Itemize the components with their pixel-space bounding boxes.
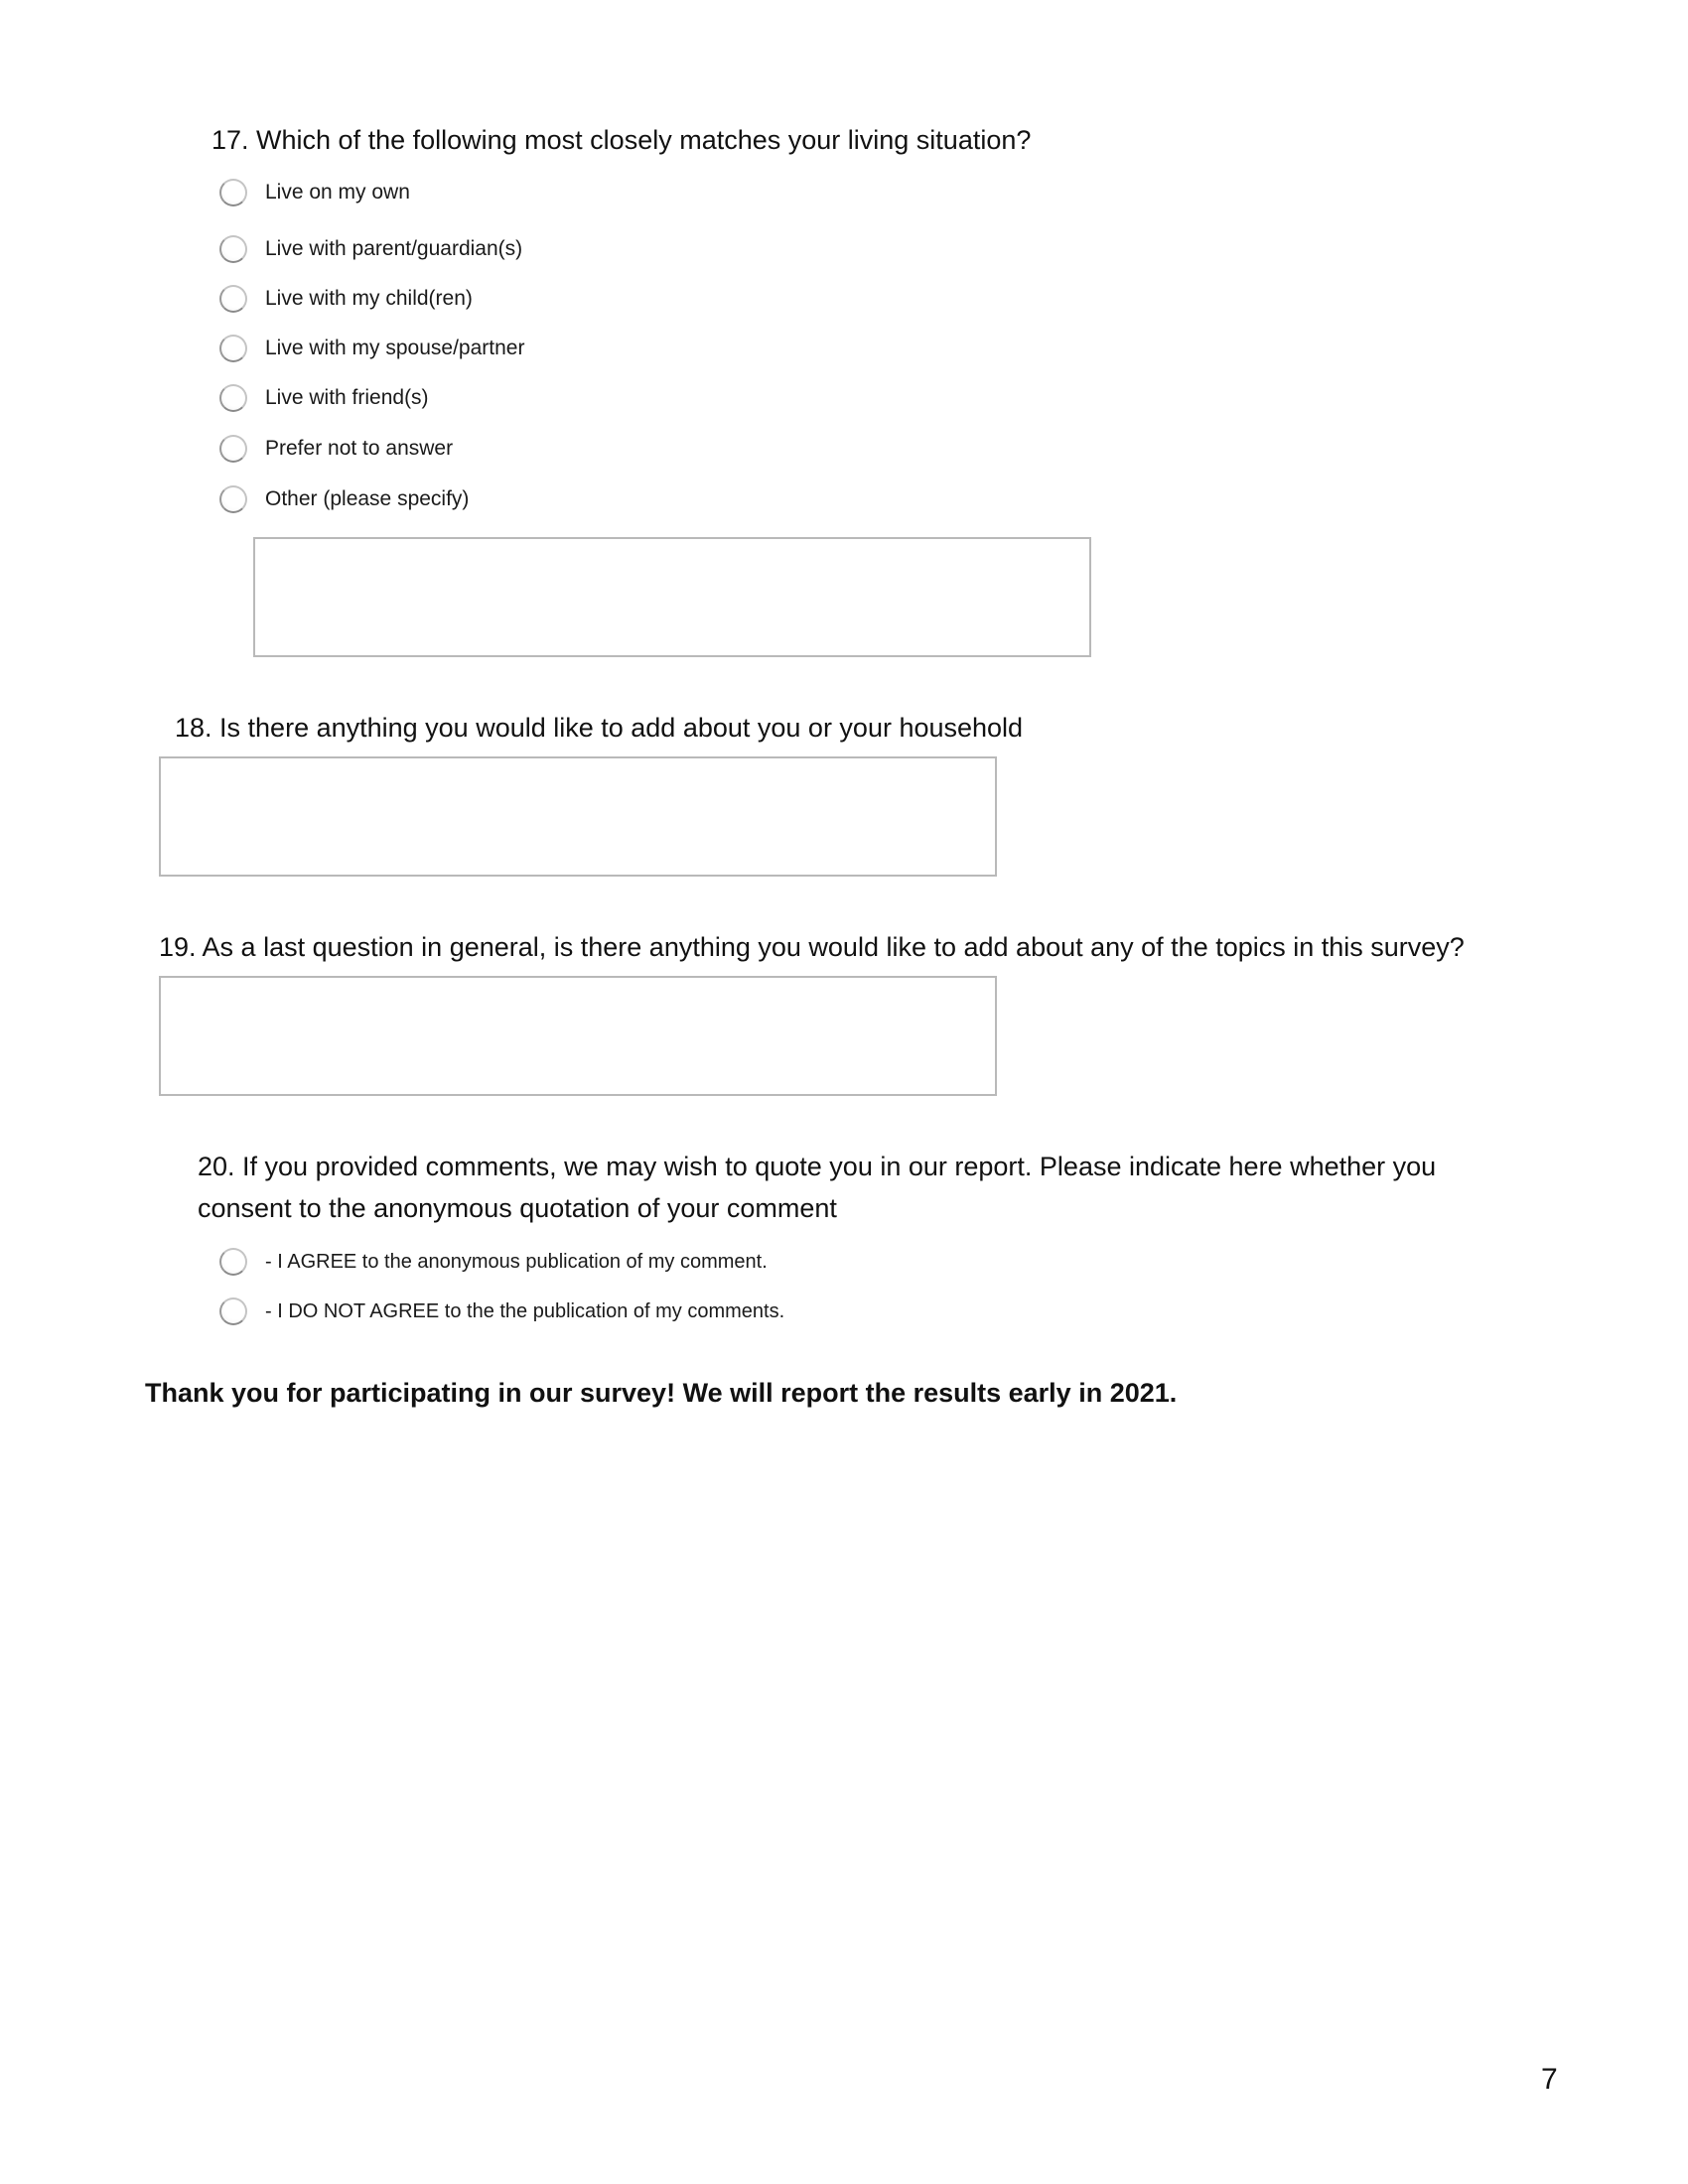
q17-title: 17. Which of the following most closely matches your living situation? xyxy=(211,125,1032,155)
q20-option-agree[interactable] xyxy=(219,1245,768,1279)
q20-title-line1: 20. If you provided comments, we may wish to quote you in our report. Please indicate here whether you xyxy=(198,1152,1437,1181)
option-label: - I DO NOT AGREE to the the publication of my comments. xyxy=(265,1299,785,1322)
q17-option-children[interactable] xyxy=(219,282,473,316)
option-label: Other (please specify) xyxy=(265,487,470,510)
q17-option-spouse[interactable] xyxy=(219,332,524,365)
page-number: 7 xyxy=(1541,2063,1558,2096)
q19-title: 19. As a last question in general, is there anything you would like to add about any of the topics in this survey? xyxy=(159,932,1465,962)
radio-button[interactable] xyxy=(219,1248,247,1276)
q17-option-live-alone[interactable] xyxy=(219,176,410,209)
radio-button[interactable] xyxy=(219,435,247,463)
radio-button[interactable] xyxy=(219,179,247,206)
radio-button[interactable] xyxy=(219,235,247,263)
option-label: Live with friend(s) xyxy=(265,386,429,409)
thank-you-message: Thank you for participating in our survey! We will report the results early in 2021. xyxy=(145,1378,1178,1408)
q17-option-friends[interactable] xyxy=(219,381,429,415)
q17-option-prefer-not[interactable] xyxy=(219,432,453,466)
q17-option-other[interactable] xyxy=(219,482,469,516)
q18-comment-input[interactable] xyxy=(159,756,997,877)
q20-title-line2: consent to the anonymous quotation of your comment xyxy=(198,1193,837,1223)
radio-button[interactable] xyxy=(219,485,247,513)
q17-other-specify-input[interactable] xyxy=(253,537,1091,657)
option-label: Live with parent/guardian(s) xyxy=(265,237,523,260)
option-label: Live on my own xyxy=(265,181,410,204)
q20-option-disagree[interactable] xyxy=(219,1295,784,1328)
q17-option-parents[interactable] xyxy=(219,232,522,266)
radio-button[interactable] xyxy=(219,285,247,313)
option-label: Live with my child(ren) xyxy=(265,287,473,310)
option-label: Prefer not to answer xyxy=(265,437,454,460)
option-label: Live with my spouse/partner xyxy=(265,337,525,359)
option-label: - I AGREE to the anonymous publication of my comment. xyxy=(265,1250,768,1273)
q19-comment-input[interactable] xyxy=(159,976,997,1096)
radio-button[interactable] xyxy=(219,335,247,362)
radio-button[interactable] xyxy=(219,1297,247,1325)
radio-button[interactable] xyxy=(219,384,247,412)
q18-title: 18. Is there anything you would like to add about you or your household xyxy=(175,713,1024,743)
